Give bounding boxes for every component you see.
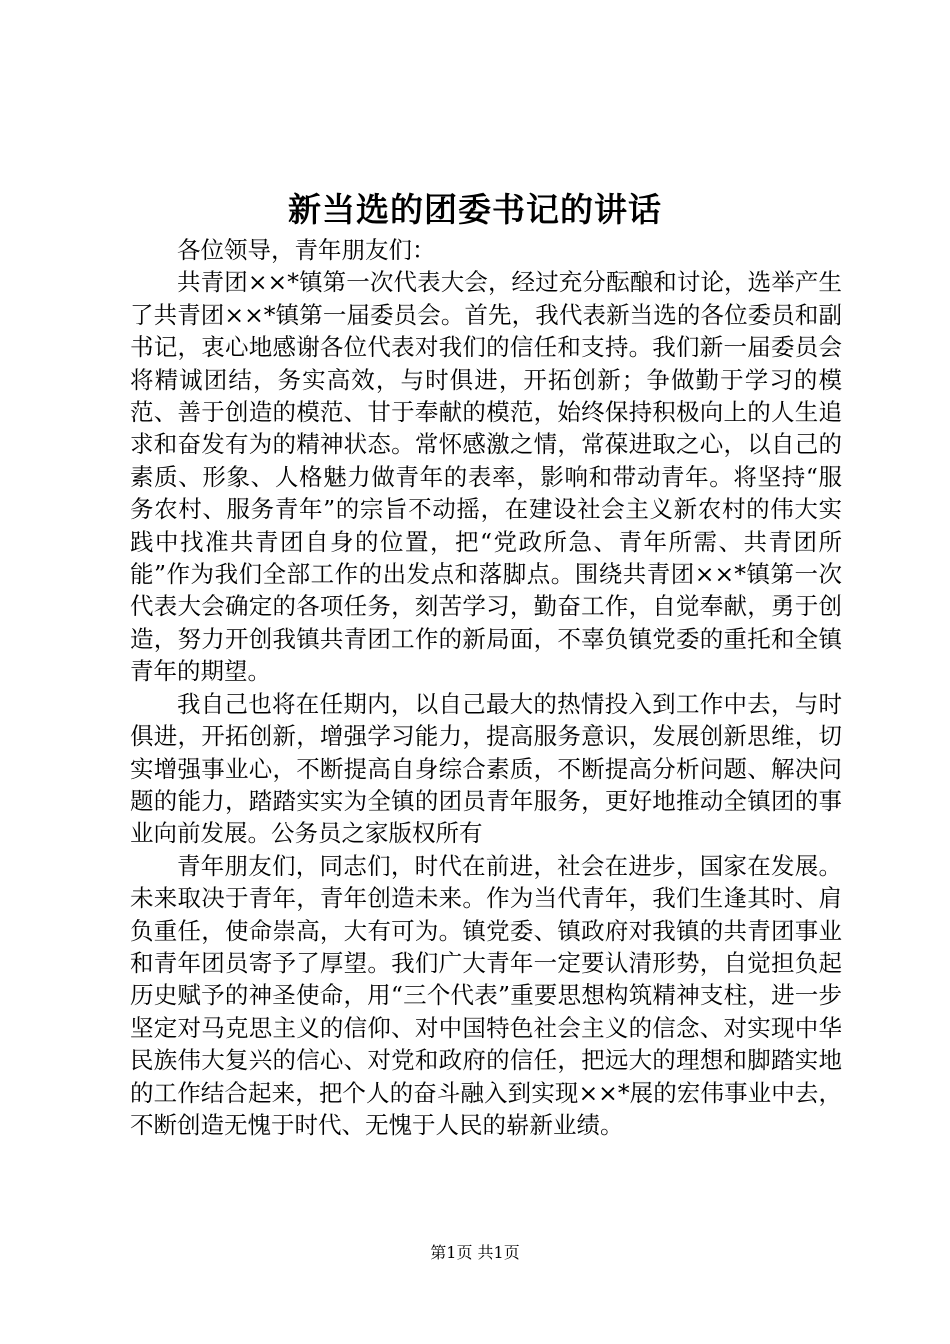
document-title: 新当选的团委书记的讲话 — [288, 190, 662, 229]
paragraph-3: 青年朋友们，同志们，时代在前进，社会在进步，国家在发展。未来取决于青年，青年创造未来。作为当代青年，我们生逢其时、肩负重任，使命崇高，大有可为。镇党委、镇政府对我镇的共青团事业和青年团员寄予了厚望。我们广大青年一定要认清形势，自觉担负起历史赋予的神圣使命，用“三个代表”重要思想构筑精神支柱，进一步坚定对马克思主义的信仰、对中国特色社会主义的信念、对实现中华民族伟大复兴的信心、对党和政府的信任，把远大的理想和脚踏实地的工作结合起来，把个人的奋斗融入到实现××*展的宏伟事业中去，不断创造无愧于时代、无愧于人民的崭新业绩。 — [130, 851, 842, 1139]
document-body — [130, 234, 842, 1141]
paragraph-2: 我自己也将在任期内，以自己最大的热情投入到工作中去，与时俱进，开拓创新，增强学习能力，提高服务意识，发展创新思维，切实增强事业心，不断提高自身综合素质，不断提高分析问题、解决问题的能力，踏踏实实为全镇的团员青年服务，更好地推动全镇团的事业向前发展。公务员之家版权所有 — [130, 689, 842, 848]
page-footer: 第1页 共1页 — [430, 1243, 520, 1262]
salutation: 各位领导，青年朋友们： — [177, 236, 436, 264]
paragraph-1: 共青团××*镇第一次代表大会，经过充分酝酿和讨论，选举产生了共青团××*镇第一届委员会。首先，我代表新当选的各位委员和副书记，衷心地感谢各位代表对我们的信任和支持。我们新一届委员会将精诚团结，务实高效，与时俱进，开拓创新；争做勤于学习的模范、善于创造的模范、甘于奉献的模范，始终保持积极向上的人生追求和奋发有为的精神状态。常怀感激之情，常葆进取之心，以自己的素质、形象、人格魅力做青年的表率，影响和带动青年。将坚持“服务农村、服务青年”的宗旨不动摇，在建设社会主义新农村的伟大实践中找准共青团自身的位置，把“党政所急、青年所需、共青团所能”作为我们全部工作的出发点和落脚点。围绕共青团××*镇第一次代表大会确定的各项任务，刻苦学习，勤奋工作，自觉奉献，勇于创造，努力开创我镇共青团工作的新局面，不辜负镇党委的重托和全镇青年的期望。 — [130, 268, 842, 686]
